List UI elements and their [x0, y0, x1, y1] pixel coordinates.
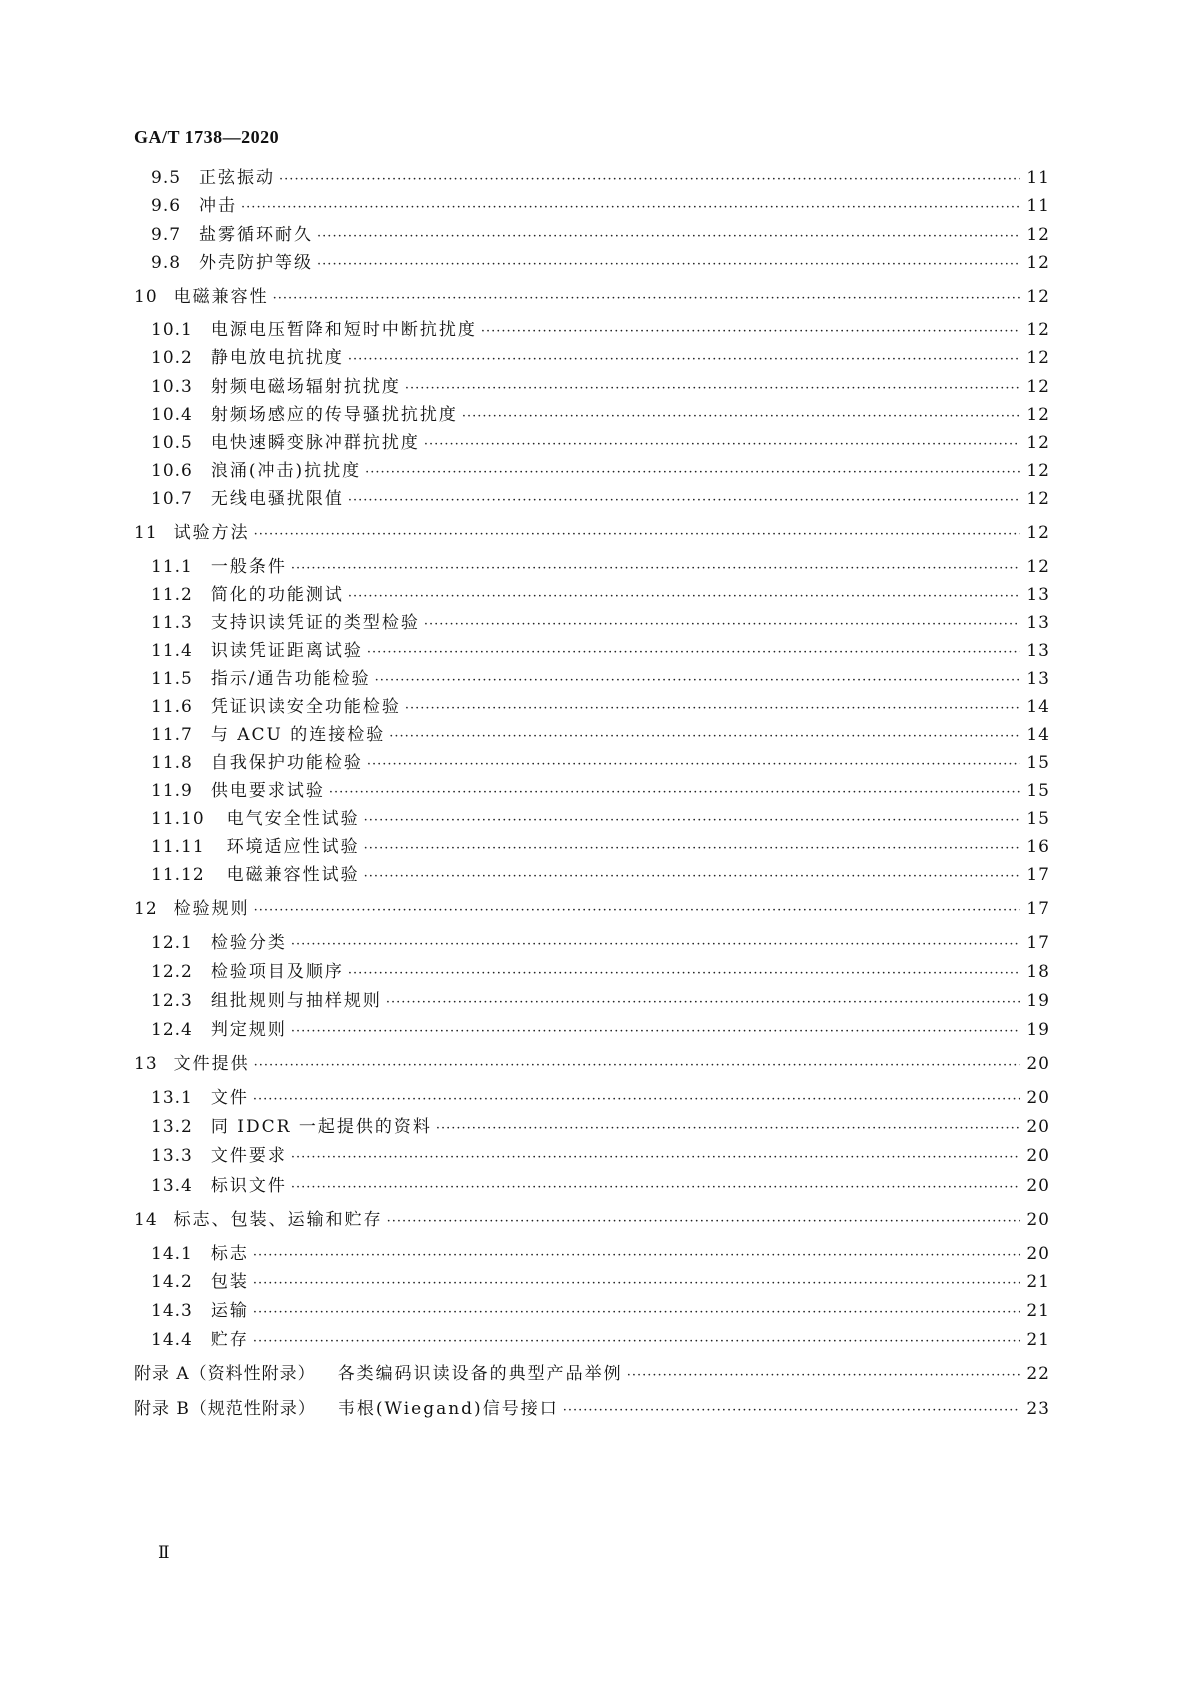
- toc-entry-title: 支持识读凭证的类型检验: [210, 613, 420, 633]
- toc-entry[interactable]: [0, 694, 1191, 720]
- toc-entry-page: 18: [1026, 962, 1050, 982]
- toc-dot-leader: [348, 584, 1021, 610]
- toc-entry-page: 22: [1026, 1364, 1050, 1384]
- toc-entry-number: 9.7: [151, 225, 182, 245]
- toc-entry[interactable]: [0, 165, 1191, 191]
- toc-entry-title: 正弦振动: [199, 168, 276, 188]
- toc-entry-number: 12.1: [151, 933, 193, 953]
- toc-entry-title: 指示/通告功能检验: [210, 669, 371, 689]
- toc-entry-title: 外壳防护等级: [199, 253, 314, 273]
- toc-entry[interactable]: [0, 374, 1191, 400]
- toc-entry-title: 运输: [210, 1301, 249, 1321]
- toc-entry-title: 同 IDCR 一起提供的资料: [210, 1117, 432, 1137]
- toc-entry-title: 识读凭证距离试验: [210, 641, 363, 661]
- toc-entry[interactable]: [0, 1361, 1191, 1387]
- toc-dot-leader: [436, 1116, 1021, 1142]
- toc-dot-leader: [424, 432, 1021, 458]
- toc-entry-title: 检验规则: [173, 899, 250, 919]
- toc-entry-number: 11.7: [151, 725, 193, 745]
- toc-dot-leader: [367, 640, 1021, 666]
- toc-entry-number: 13.3: [151, 1146, 193, 1166]
- toc-dot-leader: [253, 1243, 1021, 1269]
- toc-entry[interactable]: [0, 778, 1191, 804]
- toc-entry[interactable]: [0, 458, 1191, 484]
- toc-entry-page: 21: [1026, 1301, 1050, 1321]
- toc-entry[interactable]: [0, 666, 1191, 692]
- toc-entry-page: 12: [1026, 348, 1050, 368]
- toc-entry-title: 标志、包装、运输和贮存: [173, 1210, 383, 1230]
- toc-entry[interactable]: [0, 222, 1191, 248]
- toc-dot-leader: [254, 522, 1021, 548]
- toc-entry-title: 无线电骚扰限值: [210, 489, 344, 509]
- toc-entry-number: 9.8: [151, 253, 182, 273]
- toc-entry-title: 与 ACU 的连接检验: [210, 725, 386, 745]
- toc-entry-number: 13.2: [151, 1117, 193, 1137]
- toc-entry-number: 11.6: [151, 697, 193, 717]
- toc-entry-title: 盐雾循环耐久: [199, 225, 314, 245]
- toc-entry-number: 10.3: [151, 377, 193, 397]
- toc-dot-leader: [627, 1363, 1021, 1389]
- toc-dot-leader: [405, 696, 1021, 722]
- toc-entry[interactable]: [0, 1207, 1191, 1233]
- toc-entry-title: 判定规则: [210, 1020, 287, 1040]
- toc-entry[interactable]: [0, 638, 1191, 664]
- toc-dot-leader: [291, 1175, 1021, 1201]
- toc-dot-leader: [253, 1271, 1021, 1297]
- toc-entry-page: 17: [1026, 899, 1050, 919]
- toc-entry[interactable]: [0, 430, 1191, 456]
- toc-entry-number: 14.2: [151, 1272, 193, 1292]
- toc-entry-page: 12: [1026, 433, 1050, 453]
- toc-entry-number: 附录 A（资料性附录）: [134, 1364, 316, 1384]
- toc-entry-number: 13.4: [151, 1176, 193, 1196]
- toc-entry-title: 静电放电抗扰度: [210, 348, 344, 368]
- toc-entry[interactable]: [0, 1298, 1191, 1324]
- toc-entry-number: 14: [134, 1210, 158, 1230]
- toc-entry[interactable]: [0, 193, 1191, 219]
- toc-entry-number: 11.10: [151, 809, 205, 829]
- toc-entry-title: 文件提供: [173, 1054, 250, 1074]
- toc-entry[interactable]: [0, 722, 1191, 748]
- toc-entry[interactable]: [0, 806, 1191, 832]
- toc-entry-number: 11.3: [151, 613, 193, 633]
- toc-entry-number: 10.5: [151, 433, 193, 453]
- toc-entry-page: 12: [1026, 461, 1050, 481]
- toc-dot-leader: [348, 488, 1021, 514]
- toc-dot-leader: [348, 961, 1021, 987]
- toc-dot-leader: [389, 724, 1020, 750]
- toc-entry-title: 各类编码识读设备的典型产品举例: [337, 1364, 623, 1384]
- toc-entry-number: 11.9: [151, 781, 193, 801]
- toc-entry-title: 简化的功能测试: [210, 585, 344, 605]
- toc-entry-page: 13: [1026, 585, 1050, 605]
- toc-entry-title: 凭证识读安全功能检验: [210, 697, 401, 717]
- toc-entry-page: 21: [1026, 1330, 1050, 1350]
- toc-entry-page: 20: [1026, 1176, 1050, 1196]
- toc-dot-leader: [241, 195, 1020, 221]
- page-number: Ⅱ: [158, 1543, 170, 1562]
- toc-entry[interactable]: [0, 317, 1191, 343]
- toc-entry-title: 文件: [210, 1088, 249, 1108]
- toc-entry[interactable]: [0, 1241, 1191, 1267]
- toc-dot-leader: [563, 1398, 1021, 1424]
- toc-dot-leader: [375, 668, 1021, 694]
- toc-entry-title: 一般条件: [210, 557, 287, 577]
- toc-entry[interactable]: [0, 554, 1191, 580]
- toc-entry-number: 10: [134, 287, 158, 307]
- toc-entry-page: 23: [1026, 1399, 1050, 1419]
- toc-entry-page: 14: [1026, 697, 1050, 717]
- toc-entry[interactable]: [0, 250, 1191, 276]
- toc-entry-page: 17: [1026, 933, 1050, 953]
- toc-dot-leader: [424, 612, 1021, 638]
- toc-dot-leader: [386, 990, 1021, 1016]
- toc-entry-number: 10.2: [151, 348, 193, 368]
- toc-entry-number: 14.3: [151, 1301, 193, 1321]
- toc-entry-page: 12: [1026, 489, 1050, 509]
- toc-entry-page: 12: [1026, 405, 1050, 425]
- toc-entry-number: 12.2: [151, 962, 193, 982]
- toc-entry-number: 11.8: [151, 753, 193, 773]
- toc-entry-page: 20: [1026, 1054, 1050, 1074]
- toc-entry[interactable]: [0, 582, 1191, 608]
- toc-entry[interactable]: [0, 1017, 1191, 1043]
- toc-dot-leader: [253, 1087, 1021, 1113]
- toc-dot-leader: [253, 1329, 1021, 1355]
- toc-dot-leader: [365, 460, 1020, 486]
- toc-entry[interactable]: [0, 959, 1191, 985]
- toc-dot-leader: [364, 836, 1021, 862]
- toc-dot-leader: [291, 556, 1021, 582]
- toc-entry-title: 电磁兼容性试验: [226, 865, 360, 885]
- toc-entry-number: 13: [134, 1054, 158, 1074]
- toc-entry-title: 环境适应性试验: [226, 837, 360, 857]
- toc-entry[interactable]: [0, 1269, 1191, 1295]
- toc-entry-page: 12: [1026, 320, 1050, 340]
- toc-entry-page: 11: [1026, 196, 1050, 216]
- toc-entry-page: 12: [1026, 557, 1050, 577]
- toc-entry-page: 13: [1026, 641, 1050, 661]
- toc-entry[interactable]: [0, 402, 1191, 428]
- toc-entry-title: 冲击: [199, 196, 238, 216]
- toc-entry[interactable]: [0, 750, 1191, 776]
- toc-entry-number: 11: [134, 523, 158, 543]
- toc-entry-title: 标识文件: [210, 1176, 287, 1196]
- toc-entry-title: 供电要求试验: [210, 781, 325, 801]
- toc-entry-title: 电快速瞬变脉冲群抗扰度: [210, 433, 420, 453]
- toc-entry-page: 20: [1026, 1210, 1050, 1230]
- toc-entry-page: 12: [1026, 287, 1050, 307]
- toc-entry-title: 标志: [210, 1244, 249, 1264]
- toc-dot-leader: [291, 1019, 1021, 1045]
- toc-entry-number: 13.1: [151, 1088, 193, 1108]
- toc-entry-page: 17: [1026, 865, 1050, 885]
- toc-dot-leader: [291, 1145, 1021, 1171]
- toc-entry-title: 电磁兼容性: [173, 287, 269, 307]
- toc-dot-leader: [462, 404, 1021, 430]
- toc-dot-leader: [254, 898, 1021, 924]
- toc-entry-number: 12.3: [151, 991, 193, 1011]
- toc-entry-title: 组批规则与抽样规则: [210, 991, 382, 1011]
- toc-entry-page: 20: [1026, 1146, 1050, 1166]
- toc-entry-number: 11.1: [151, 557, 193, 577]
- toc-entry-number: 12.4: [151, 1020, 193, 1040]
- toc-entry-number: 14.4: [151, 1330, 193, 1350]
- toc-dot-leader: [279, 167, 1020, 193]
- toc-entry-number: 10.4: [151, 405, 193, 425]
- toc-entry-number: 14.1: [151, 1244, 193, 1264]
- toc-entry-page: 14: [1026, 725, 1050, 745]
- toc-entry-number: 11.12: [151, 865, 205, 885]
- toc-entry-page: 13: [1026, 613, 1050, 633]
- toc-dot-leader: [317, 224, 1020, 250]
- toc-entry-title: 检验分类: [210, 933, 287, 953]
- toc-dot-leader: [364, 864, 1021, 890]
- toc-entry-page: 19: [1026, 991, 1050, 1011]
- toc-entry-page: 21: [1026, 1272, 1050, 1292]
- toc-entry-number: 11.11: [151, 837, 205, 857]
- toc-dot-leader: [291, 932, 1021, 958]
- toc-dot-leader: [329, 780, 1021, 806]
- toc-entry-title: 韦根(Wiegand)信号接口: [337, 1399, 559, 1419]
- toc-entry[interactable]: [0, 486, 1191, 512]
- toc-entry-number: 10.6: [151, 461, 193, 481]
- toc-entry-title: 贮存: [210, 1330, 249, 1350]
- toc-dot-leader: [253, 1300, 1021, 1326]
- toc-entry[interactable]: [0, 988, 1191, 1014]
- toc-entry-number: 11.2: [151, 585, 193, 605]
- toc-entry[interactable]: [0, 1085, 1191, 1111]
- toc-entry-page: 20: [1026, 1244, 1050, 1264]
- toc-entry-number: 11.5: [151, 669, 193, 689]
- toc-entry-number: 9.5: [151, 168, 182, 188]
- toc-dot-leader: [367, 752, 1021, 778]
- toc-entry[interactable]: [0, 834, 1191, 860]
- toc-entry-title: 射频电磁场辐射抗扰度: [210, 377, 401, 397]
- toc-dot-leader: [254, 1053, 1021, 1079]
- toc-entry-page: 15: [1026, 809, 1050, 829]
- toc-entry-title: 电源电压暂降和短时中断抗扰度: [210, 320, 477, 340]
- toc-entry[interactable]: [0, 520, 1191, 546]
- toc-entry-title: 文件要求: [210, 1146, 287, 1166]
- toc-dot-leader: [364, 808, 1021, 834]
- toc-dot-leader: [405, 376, 1021, 402]
- toc-entry[interactable]: [0, 345, 1191, 371]
- toc-entry-title: 包装: [210, 1272, 249, 1292]
- toc-entry-page: 20: [1026, 1088, 1050, 1108]
- toc-entry[interactable]: [0, 284, 1191, 310]
- toc-entry-number: 10.1: [151, 320, 193, 340]
- toc-entry-page: 16: [1026, 837, 1050, 857]
- toc-entry[interactable]: [0, 1051, 1191, 1077]
- toc-entry-page: 12: [1026, 377, 1050, 397]
- toc-entry[interactable]: [0, 1114, 1191, 1140]
- toc-entry-page: 12: [1026, 225, 1050, 245]
- toc-entry-title: 射频场感应的传导骚扰抗扰度: [210, 405, 458, 425]
- toc-dot-leader: [387, 1209, 1021, 1235]
- toc-entry-page: 19: [1026, 1020, 1050, 1040]
- toc-entry-number: 10.7: [151, 489, 193, 509]
- toc-dot-leader: [481, 319, 1021, 345]
- toc-entry-page: 11: [1026, 168, 1050, 188]
- toc-dot-leader: [317, 252, 1020, 278]
- toc-dot-leader: [348, 347, 1021, 373]
- toc-entry-number: 9.6: [151, 196, 182, 216]
- toc-entry-page: 15: [1026, 781, 1050, 801]
- toc-entry-page: 12: [1026, 523, 1050, 543]
- toc-entry-page: 13: [1026, 669, 1050, 689]
- toc-entry[interactable]: [0, 1327, 1191, 1353]
- toc-entry[interactable]: [0, 896, 1191, 922]
- toc-entry-page: 20: [1026, 1117, 1050, 1137]
- toc-entry-title: 试验方法: [173, 523, 250, 543]
- document-code: GA/T 1738—2020: [134, 127, 280, 147]
- toc-entry-page: 15: [1026, 753, 1050, 773]
- toc-entry-page: 12: [1026, 253, 1050, 273]
- toc-entry-number: 12: [134, 899, 158, 919]
- toc-entry[interactable]: [0, 1143, 1191, 1169]
- toc-dot-leader: [273, 286, 1021, 312]
- toc-entry-number: 11.4: [151, 641, 193, 661]
- toc-entry-title: 电气安全性试验: [226, 809, 360, 829]
- toc-entry[interactable]: [0, 1173, 1191, 1199]
- toc-entry-number: 附录 B（规范性附录）: [134, 1399, 316, 1419]
- toc-entry-title: 自我保护功能检验: [210, 753, 363, 773]
- toc-entry-title: 检验项目及顺序: [210, 962, 344, 982]
- toc-entry[interactable]: [0, 930, 1191, 956]
- toc-entry[interactable]: [0, 610, 1191, 636]
- toc-entry-title: 浪涌(冲击)抗扰度: [210, 461, 362, 481]
- toc-entry[interactable]: [0, 1396, 1191, 1422]
- toc-entry[interactable]: [0, 862, 1191, 888]
